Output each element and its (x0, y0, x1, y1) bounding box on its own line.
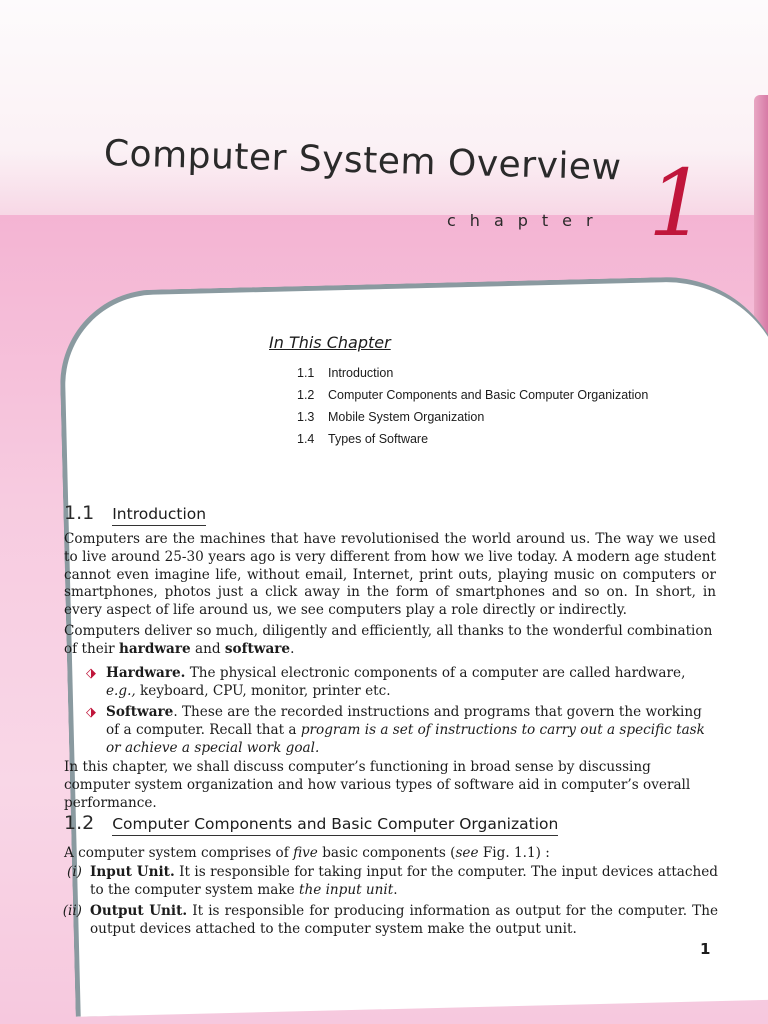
toc-item-label: Types of Software (328, 432, 429, 446)
list-item-body: . (393, 881, 398, 898)
paragraph-text: and (195, 640, 221, 657)
chapter-contents-list (297, 362, 697, 450)
bullet-body: The physical electronic components of a computer are called hardware, (189, 665, 686, 681)
bullet-italic: program is a set of instructions to carry out a specific task or achieve a special work goal. (106, 721, 705, 756)
page-number: 1 (700, 940, 711, 958)
components-intro (64, 845, 716, 863)
diamond-arrow-icon: ⬗ (86, 666, 96, 681)
toc-item (297, 384, 697, 406)
intro-paragraph-2 (64, 623, 716, 659)
chapter-title: Computer System Overview (103, 133, 622, 189)
toc-item (297, 362, 697, 384)
list-index: (i) (67, 864, 82, 880)
bullet-software (86, 704, 718, 757)
bullet-body: keyboard, CPU, monitor, printer etc. (140, 682, 391, 699)
toc-item-label: Introduction (328, 366, 394, 380)
list-item-label: Input Unit. (90, 864, 175, 880)
toc-item (297, 406, 697, 428)
italic-term: the input unit (298, 881, 394, 898)
intro-paragraph-1: Computers are the machines that have revolutionised the world around us. The way we used to live around 25-30 years ago is very different from how we live today. A modern age student cannot even imagine life, without email, Internet, print outs, playing music on computers or smartphones, photos just a click away in the form of smartphones and so on. In short, in every aspect of life around us, we see computers play a role directly or indirectly. (64, 531, 716, 619)
chapter-number: 1 (648, 150, 707, 257)
paragraph-text: basic components ( (322, 845, 456, 861)
bold-term-software: software (224, 640, 291, 657)
bullet-text (106, 704, 718, 757)
chapter-label: chapter (447, 211, 607, 230)
section-title: Computer Components and Basic Computer Organization (112, 815, 558, 836)
bullet-italic: e.g., (106, 682, 136, 699)
toc-item-number: 1.1 (297, 366, 315, 380)
section-title: Introduction (112, 505, 206, 526)
list-item-output-unit (56, 903, 718, 939)
intro-paragraph-3: In this chapter, we shall discuss computer’s functioning in broad sense by discussing computer system organization and how various types of software aid in computer’s overall performance. (64, 759, 691, 811)
toc-item-number: 1.2 (297, 388, 315, 402)
diamond-arrow-icon: ⬗ (86, 705, 96, 720)
section-heading-introduction (64, 502, 206, 526)
section-heading-components (64, 812, 558, 836)
italic-term: five (293, 845, 318, 861)
list-item-input-unit (56, 864, 718, 900)
toc-item-label: Mobile System Organization (328, 410, 485, 424)
paragraph-text: A computer system comprises of (64, 845, 289, 861)
list-item-text (90, 864, 718, 900)
section-number: 1.1 (64, 502, 95, 524)
toc-item-number: 1.3 (297, 410, 315, 424)
bold-term-hardware: hardware (118, 640, 191, 657)
bullet-hardware (86, 665, 718, 701)
italic-term: see (455, 845, 479, 861)
list-item-text (90, 903, 718, 939)
toc-item-number: 1.4 (297, 432, 315, 446)
bullet-label: Hardware. (106, 665, 186, 681)
list-index: (ii) (62, 903, 82, 919)
bullet-label: Software (106, 704, 174, 720)
list-item-body: It is responsible for taking input for the computer. The input devices attached to the computer system make (90, 864, 719, 898)
list-item-label: Output Unit. (90, 903, 188, 919)
section-number: 1.2 (64, 812, 95, 834)
bullet-text (106, 665, 718, 701)
paragraph-text: Fig. 1.1) : (482, 845, 550, 861)
paragraph-text: . (290, 640, 295, 657)
paragraph-text: Computers deliver so much, diligently and efficiently, all thanks to the wonderful combination of their (64, 623, 713, 657)
toc-item-label: Computer Components and Basic Computer Organization (328, 388, 649, 402)
in-this-chapter-heading: In This Chapter (269, 333, 391, 352)
bullet-body: . These are the recorded instructions and programs that govern the working of a computer. Recall that a (106, 704, 702, 738)
list-item-body: It is responsible for producing information as output for the computer. The output devices attached to the computer system make the output unit. (90, 903, 718, 937)
toc-item (297, 428, 697, 450)
